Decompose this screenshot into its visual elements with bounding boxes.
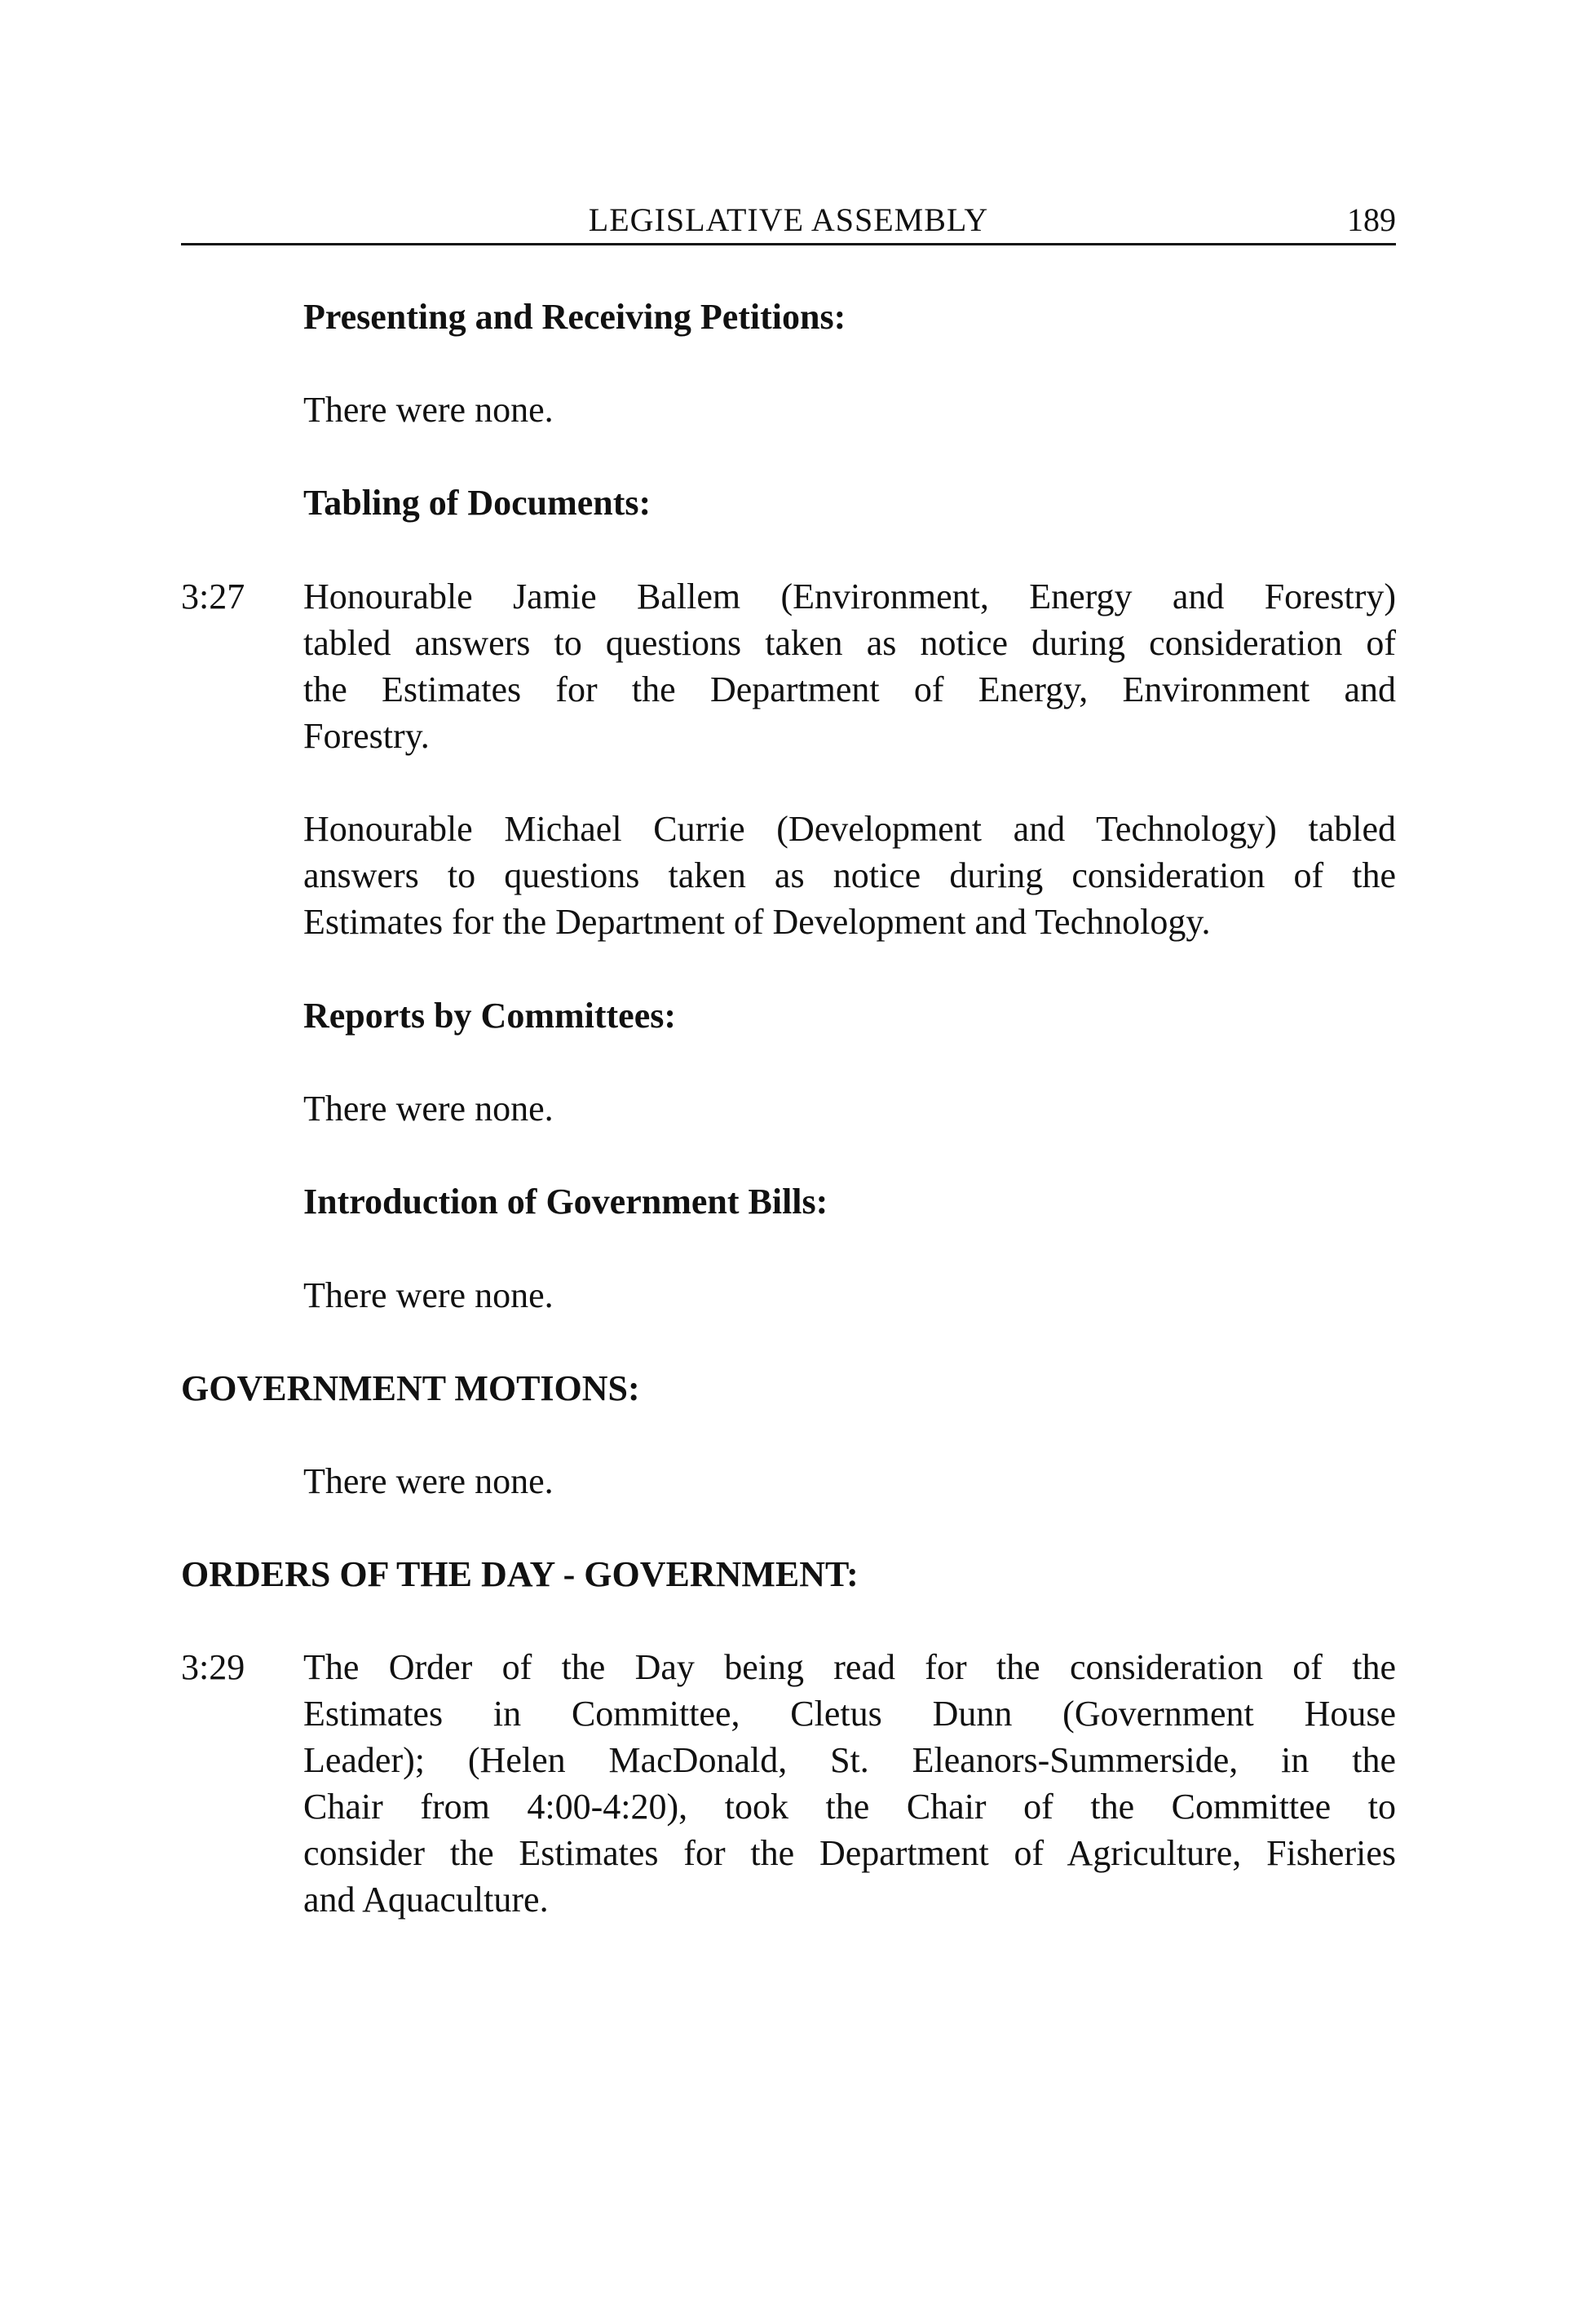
paragraph-line: consider the Estimates for the Department of Agriculture, Fisheries — [303, 1833, 1396, 1873]
motions-heading: GOVERNMENT MOTIONS: — [181, 1368, 640, 1408]
header-title: LEGISLATIVE ASSEMBLY — [588, 201, 989, 238]
reports-heading: Reports by Committees: — [303, 996, 676, 1036]
paragraph-line: the Estimates for the Department of Energy, Environment and — [303, 669, 1396, 709]
tabling-paragraph-2 — [303, 806, 1396, 945]
tabling-paragraph-1 — [303, 573, 1396, 759]
bills-text: There were none. — [303, 1275, 554, 1315]
page-header — [181, 197, 1396, 245]
paragraph-line: Estimates in Committee, Cletus Dunn (Government House — [303, 1694, 1396, 1734]
tabling-time: 3:27 — [181, 577, 245, 616]
paragraph-line: and Aquaculture. — [303, 1880, 549, 1920]
paragraph-line: answers to questions taken as notice during consideration of the — [303, 855, 1396, 895]
tabling-heading: Tabling of Documents: — [303, 483, 651, 523]
paragraph-line: The Order of the Day being read for the consideration of the — [303, 1647, 1396, 1687]
reports-text: There were none. — [303, 1089, 554, 1129]
page-number: 189 — [1347, 201, 1396, 238]
paragraph-line: Honourable Michael Currie (Development and Technology) tabled — [303, 809, 1396, 849]
paragraph-line: Chair from 4:00-4:20), took the Chair of the Committee to — [303, 1787, 1396, 1827]
motions-text: There were none. — [303, 1461, 554, 1501]
orders-time: 3:29 — [181, 1647, 245, 1687]
paragraph-line: Forestry. — [303, 716, 430, 756]
paragraph-line: Honourable Jamie Ballem (Environment, Energy and Forestry) — [303, 577, 1396, 616]
orders-paragraph — [303, 1644, 1396, 1923]
bills-heading: Introduction of Government Bills: — [303, 1182, 828, 1222]
paragraph-line: tabled answers to questions taken as notice during consideration of — [303, 623, 1396, 663]
petitions-text: There were none. — [303, 390, 554, 430]
paragraph-line: Leader); (Helen MacDonald, St. Eleanors-Summerside, in the — [303, 1740, 1396, 1780]
paragraph-line: Estimates for the Department of Development and Technology. — [303, 902, 1211, 942]
petitions-heading: Presenting and Receiving Petitions: — [303, 297, 846, 337]
orders-heading: ORDERS OF THE DAY - GOVERNMENT: — [181, 1554, 859, 1594]
